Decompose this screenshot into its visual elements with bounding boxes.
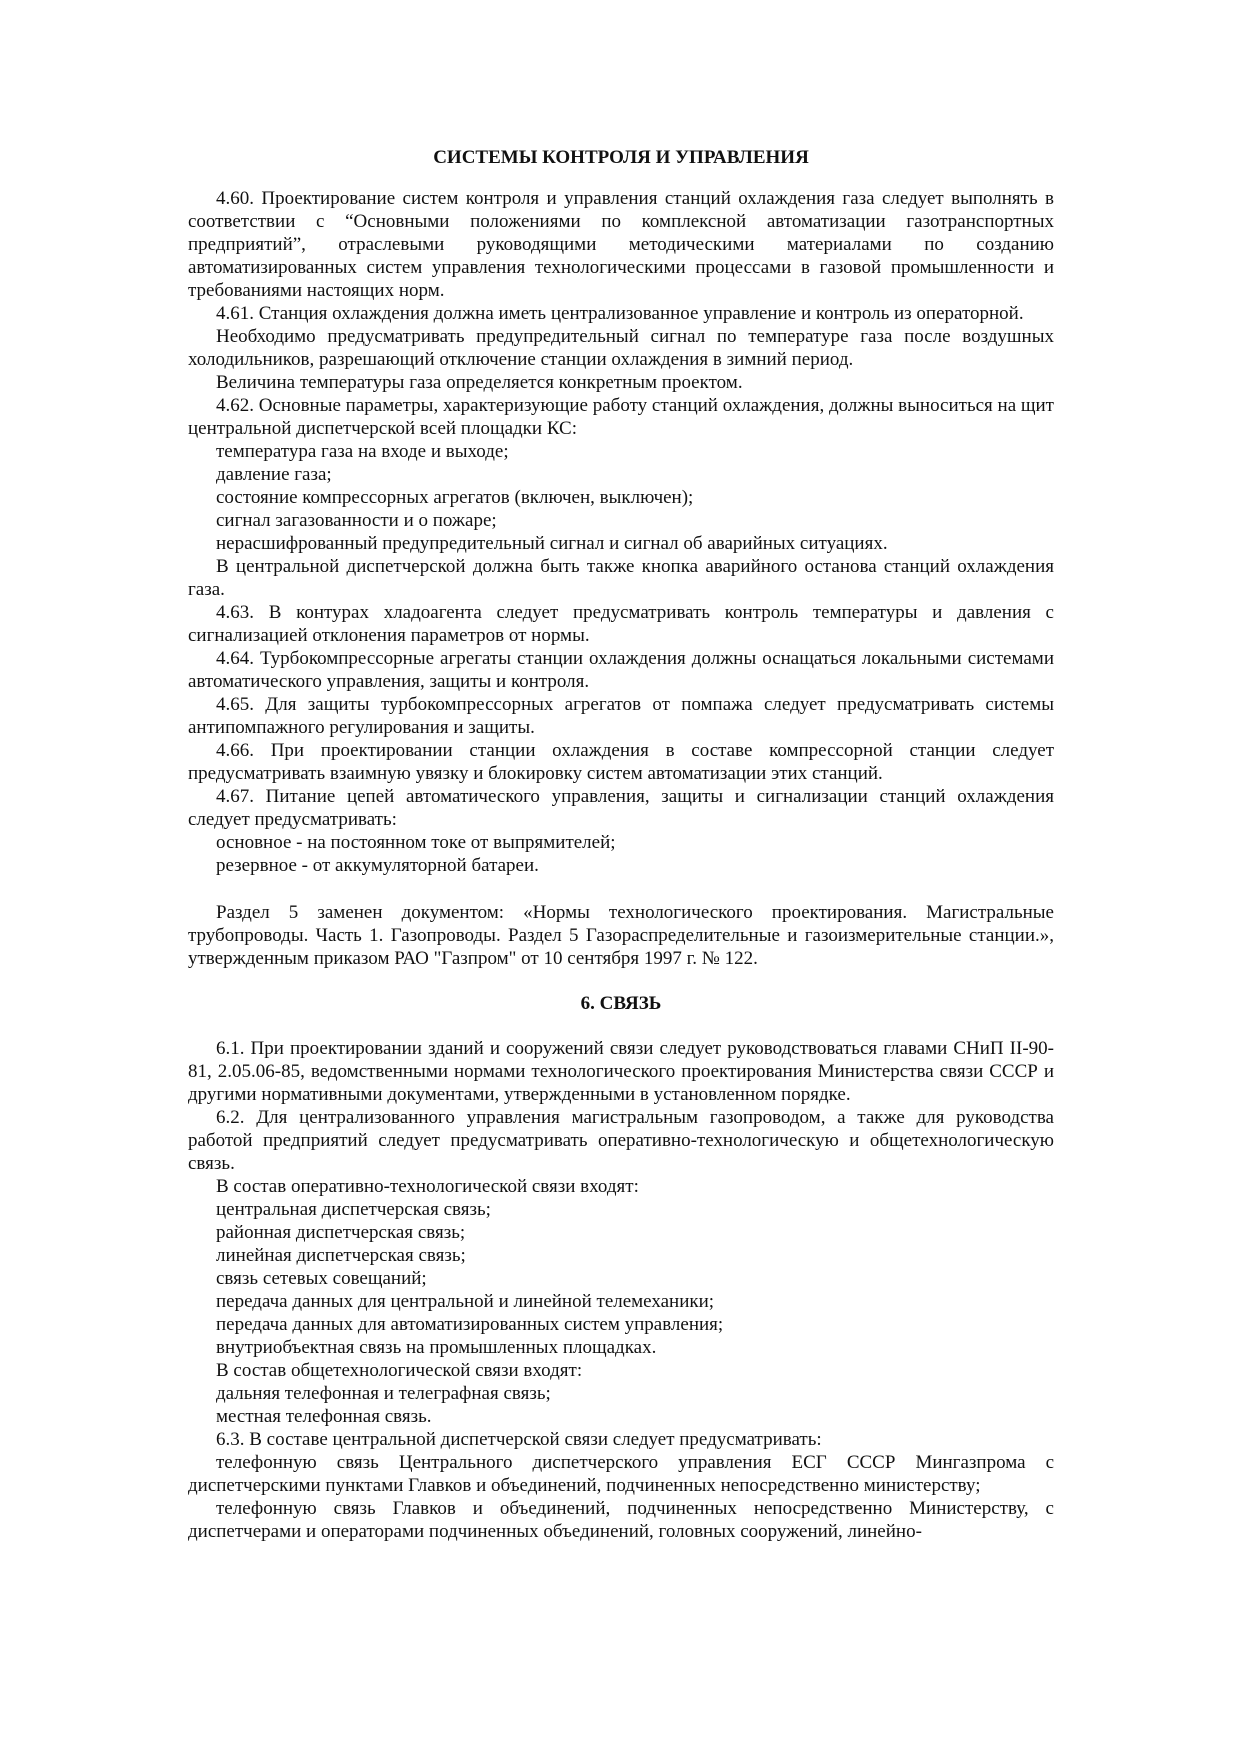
section-body-control-systems <box>188 187 1054 877</box>
list-item: связь сетевых совещаний; <box>216 1268 427 1289</box>
paragraph: Необходимо предусматривать предупредительный сигнал по температуре газа после воздушных холодильников, разрешающий отключение станции охлаждения в зимний период. <box>188 326 1054 370</box>
list-item: давление газа; <box>216 464 332 485</box>
paragraph: 4.60. Проектирование систем контроля и управления станций охлаждения газа следует выполнять в соответствии с “Основными положениями по комплексной автоматизации газотранспортных предприятий”, отраслевыми руководящими методическими материалами по созданию автоматизированных систем управления технологическими процессами в газовой промышленности и требованиями настоящих норм. <box>188 188 1054 301</box>
list-item: температура газа на входе и выходе; <box>216 441 509 462</box>
replacement-note: Раздел 5 заменен документом: «Нормы технологического проектирования. Магистральные трубопроводы. Часть 1. Газопроводы. Раздел 5 Газораспределительные и газоизмерительные станции.», утвержденным приказом РАО "Газпром" от 10 сентября 1997 г. № 122. <box>188 902 1054 969</box>
list-item: передача данных для центральной и линейной телемеханики; <box>216 1291 715 1312</box>
paragraph: телефонную связь Центрального диспетчерского управления ЕСГ СССР Мингазпрома с диспетчерскими пунктами Главков и объединений, подчиненных непосредственно министерству; <box>188 1452 1054 1496</box>
page-content <box>188 146 1054 1543</box>
paragraph: 4.63. В контурах хладоагента следует предусматривать контроль температуры и давления с сигнализацией отклонения параметров от нормы. <box>188 602 1054 646</box>
list-item: районная диспетчерская связь; <box>216 1222 466 1243</box>
section-body-communications <box>188 1037 1054 1543</box>
paragraph: 6.3. В составе центральной диспетчерской связи следует предусматривать: <box>216 1429 822 1450</box>
paragraph: В центральной диспетчерской должна быть также кнопка аварийного останова станций охлаждения газа. <box>188 556 1054 600</box>
paragraph: 6.1. При проектировании зданий и сооружений связи следует руководствоваться главами СНиП II-90-81, 2.05.06-85, ведомственными нормами технологического проектирования Министерства связи СССР и другими нормативными документами, утвержденными в установленном порядке. <box>188 1038 1054 1105</box>
list-item: внутриобъектная связь на промышленных площадках. <box>216 1337 657 1358</box>
list-item: сигнал загазованности и о пожаре; <box>216 510 497 531</box>
list-item: центральная диспетчерская связь; <box>216 1199 491 1220</box>
paragraph: В состав общетехнологической связи входят: <box>216 1360 583 1381</box>
paragraph: 4.65. Для защиты турбокомпрессорных агрегатов от помпажа следует предусматривать системы антипомпажного регулирования и защиты. <box>188 694 1054 738</box>
paragraph: 4.64. Турбокомпрессорные агрегаты станции охлаждения должны оснащаться локальными системами автоматического управления, защиты и контроля. <box>188 648 1054 692</box>
list-item: основное - на постоянном токе от выпрямителей; <box>216 832 616 853</box>
paragraph: Величина температуры газа определяется конкретным проектом. <box>216 372 743 393</box>
list-item: линейная диспетчерская связь; <box>216 1245 466 1266</box>
list-item: дальняя телефонная и телеграфная связь; <box>216 1383 551 1404</box>
section-heading-control-systems: СИСТЕМЫ КОНТРОЛЯ И УПРАВЛЕНИЯ <box>433 147 809 168</box>
paragraph: 4.67. Питание цепей автоматического управления, защиты и сигнализации станций охлаждения следует предусматривать: <box>188 786 1054 830</box>
section-heading-communications: 6. СВЯЗЬ <box>580 993 662 1014</box>
paragraph: телефонную связь Главков и объединений, подчиненных непосредственно Министерству, с диспетчерами и операторами подчиненных объединений, головных сооружений, линейно- <box>188 1498 1054 1542</box>
paragraph: 6.2. Для централизованного управления магистральным газопроводом, а также для руководства работой предприятий следует предусматривать оперативно-технологическую и общетехнологическую связь. <box>188 1107 1054 1174</box>
paragraph: 4.66. При проектировании станции охлаждения в составе компрессорной станции следует предусматривать взаимную увязку и блокировку систем автоматизации этих станций. <box>188 740 1054 784</box>
list-item: местная телефонная связь. <box>216 1406 432 1427</box>
spacer <box>188 877 1054 901</box>
list-item: нерасшифрованный предупредительный сигнал и сигнал об аварийных ситуациях. <box>216 533 888 554</box>
list-item: состояние компрессорных агрегатов (включен, выключен); <box>216 487 694 508</box>
paragraph: 4.61. Станция охлаждения должна иметь централизованное управление и контроль из операторной. <box>216 303 1024 324</box>
paragraph: В состав оперативно-технологической связи входят: <box>216 1176 639 1197</box>
paragraph: 4.62. Основные параметры, характеризующие работу станций охлаждения, должны выноситься на щит центральной диспетчерской всей площадки КС: <box>188 395 1054 439</box>
list-item: передача данных для автоматизированных систем управления; <box>216 1314 724 1335</box>
list-item: резервное - от аккумуляторной батареи. <box>216 855 539 876</box>
